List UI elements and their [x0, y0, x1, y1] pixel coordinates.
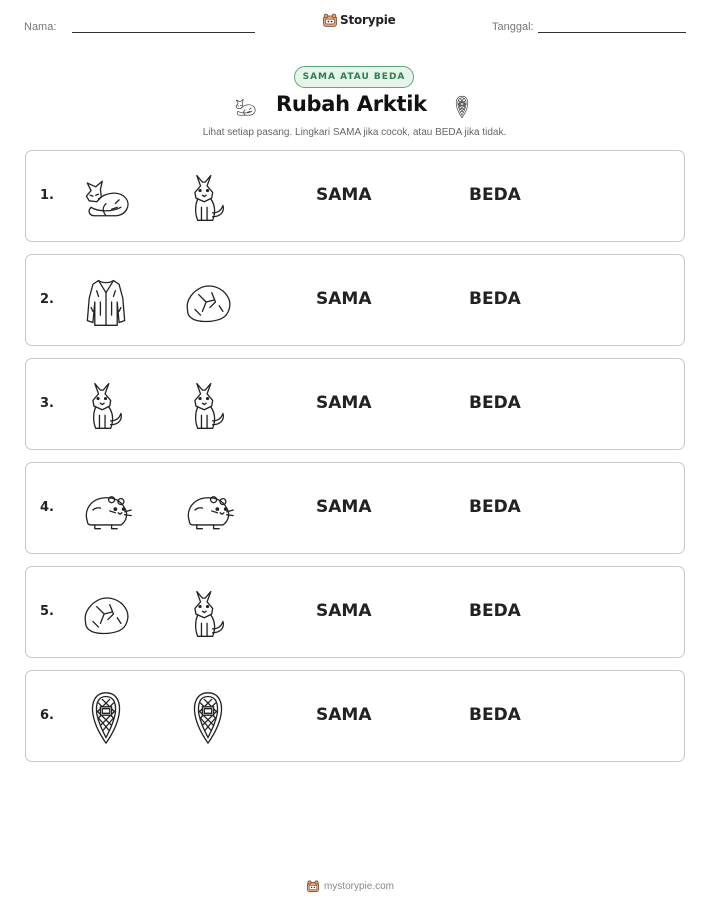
- sitting-fox-icon: [180, 586, 236, 642]
- date-label: Tanggal:: [492, 21, 534, 33]
- name-field-line[interactable]: [72, 32, 255, 33]
- title-row: [0, 92, 709, 122]
- question-number: 4.: [40, 500, 54, 515]
- page-header: [0, 0, 709, 50]
- name-label: Nama:: [24, 21, 57, 33]
- question-row: [25, 566, 685, 658]
- fur-coat-icon: [78, 274, 134, 330]
- question-row: [25, 670, 685, 762]
- instructions: Lihat setiap pasang. Lingkari SAMA jika cocok, atau BEDA jika tidak.: [202, 127, 507, 138]
- storypie-mascot-icon: [306, 879, 320, 893]
- question-row: [25, 150, 685, 242]
- snowshoe-icon: [450, 92, 474, 122]
- question-number: 5.: [40, 604, 54, 619]
- storypie-mascot-icon: [322, 12, 338, 28]
- different-option[interactable]: BEDA: [469, 393, 521, 413]
- different-option[interactable]: BEDA: [469, 705, 521, 725]
- question-number: 3.: [40, 396, 54, 411]
- footer-url[interactable]: mystorypie.com: [324, 880, 395, 892]
- date-field-line[interactable]: [538, 32, 686, 33]
- page-footer: [0, 879, 709, 899]
- question-row: [25, 358, 685, 450]
- same-option[interactable]: SAMA: [316, 393, 372, 413]
- same-option[interactable]: SAMA: [316, 601, 372, 621]
- same-option[interactable]: SAMA: [316, 705, 372, 725]
- question-number: 6.: [40, 708, 54, 723]
- brand-name: Storypie: [340, 13, 396, 27]
- sleeping-fox-icon: [78, 170, 134, 226]
- snowshoe-icon: [78, 690, 134, 746]
- different-option[interactable]: BEDA: [469, 601, 521, 621]
- question-row: [25, 462, 685, 554]
- brand-logo: [322, 12, 396, 28]
- sleeping-fox-icon: [230, 94, 260, 120]
- same-option[interactable]: SAMA: [316, 289, 372, 309]
- rock-icon: [78, 586, 134, 642]
- same-option[interactable]: SAMA: [316, 185, 372, 205]
- sitting-fox-icon: [180, 378, 236, 434]
- sitting-fox-icon: [180, 170, 236, 226]
- activity-badge: SAMA ATAU BEDA: [294, 66, 414, 88]
- question-number: 1.: [40, 188, 54, 203]
- different-option[interactable]: BEDA: [469, 289, 521, 309]
- snowshoe-icon: [180, 690, 236, 746]
- sitting-fox-icon: [78, 378, 134, 434]
- lemming-icon: [78, 482, 134, 538]
- question-number: 2.: [40, 292, 54, 307]
- lemming-icon: [180, 482, 236, 538]
- different-option[interactable]: BEDA: [469, 497, 521, 517]
- question-list: [25, 150, 685, 774]
- different-option[interactable]: BEDA: [469, 185, 521, 205]
- rock-icon: [180, 274, 236, 330]
- page-title: Rubah Arktik: [276, 92, 427, 116]
- question-row: [25, 254, 685, 346]
- same-option[interactable]: SAMA: [316, 497, 372, 517]
